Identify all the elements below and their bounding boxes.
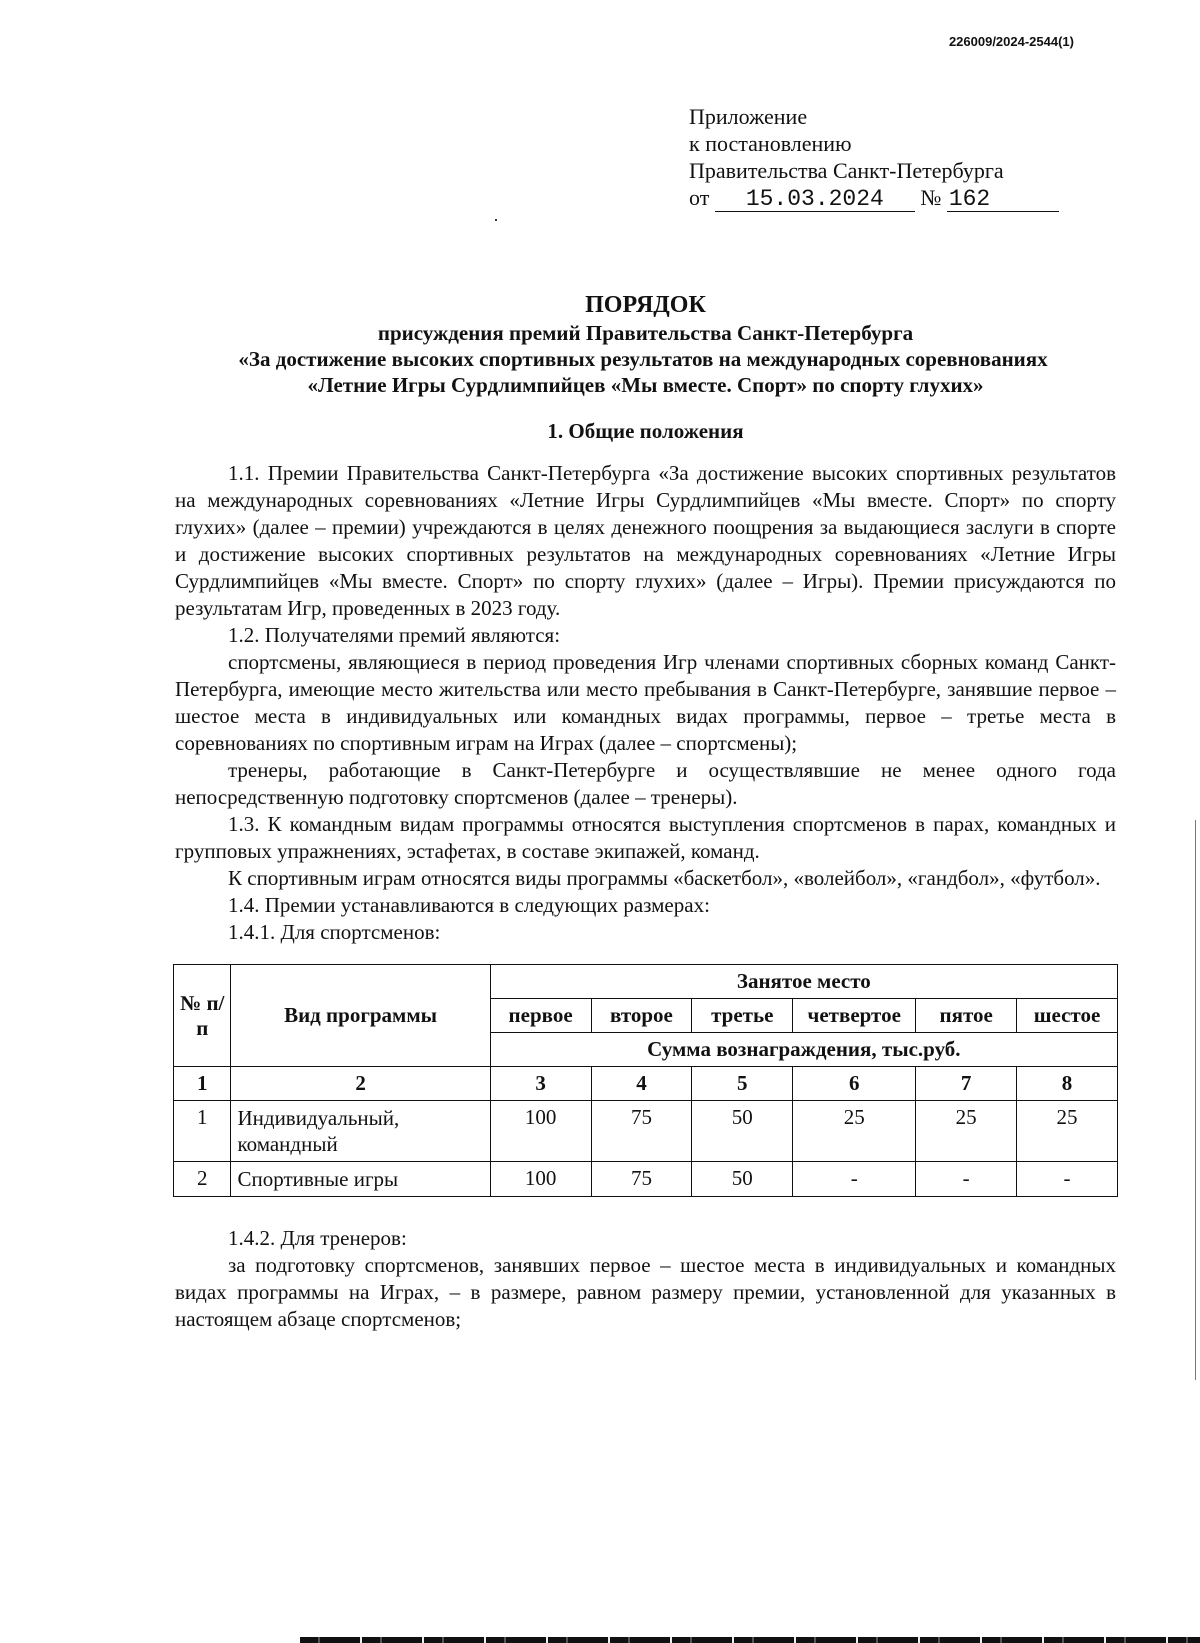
- section-heading: 1. Общие положения: [547, 419, 744, 443]
- column-number: 6: [793, 1067, 916, 1101]
- paragraph-1-2-coaches: тренеры, работающие в Санкт-Петербурге и осуществлявшие не менее одного года непосредственную подготовку спортсменов (далее – тренеры).: [175, 758, 1116, 809]
- document-subtitle-1: присуждения премий Правительства Санкт-Петербурга: [377, 321, 914, 345]
- document-title-block: [175, 290, 1116, 398]
- award-value: -: [793, 1162, 916, 1197]
- number-label: №: [920, 185, 942, 210]
- document-title: ПОРЯДОК: [585, 292, 706, 318]
- column-number: 4: [591, 1067, 692, 1101]
- row-number: 1: [174, 1101, 231, 1162]
- header-place-4: четвертое: [793, 999, 916, 1033]
- header-award-sum: Сумма вознаграждения, тыс.руб.: [490, 1033, 1117, 1067]
- header-place-3: третье: [692, 999, 793, 1033]
- award-value: 75: [591, 1101, 692, 1162]
- row-program-kind: Спортивные игры: [231, 1162, 490, 1197]
- table-row: [174, 1101, 1118, 1162]
- paragraph-1-2-athletes: спортсмены, являющиеся в период проведения Игр членами спортивных сборных команд Санкт-Петербурга, имеющие место жительства или место пребывания в Санкт-Петербурге, занявшие первое – шестое места в индивидуальных или командных видах программы, первое – третье места в соревнованиях по спортивным играм на Играх (далее – спортсмены);: [175, 650, 1116, 755]
- award-value: 25: [916, 1101, 1017, 1162]
- resolution-number: 162: [947, 187, 1059, 212]
- row-program-kind: Индивидуальный, командный: [231, 1101, 490, 1162]
- from-label: от: [689, 185, 710, 210]
- scan-speck: [495, 219, 497, 221]
- coaches-section: [175, 1225, 1116, 1333]
- award-value: 75: [591, 1162, 692, 1197]
- awards-table: [173, 964, 1118, 1197]
- attachment-date-line: [689, 184, 1059, 212]
- column-number: 1: [174, 1067, 231, 1101]
- award-value: 100: [490, 1162, 591, 1197]
- award-value: 50: [692, 1162, 793, 1197]
- header-place-5: пятое: [916, 999, 1017, 1033]
- document-content: [175, 290, 1116, 1333]
- column-number: 7: [916, 1067, 1017, 1101]
- column-number-row: [174, 1067, 1118, 1101]
- section-body: [175, 460, 1116, 946]
- award-value: 25: [793, 1101, 916, 1162]
- award-value: 100: [490, 1101, 591, 1162]
- column-number: 8: [1017, 1067, 1118, 1101]
- paragraph-1-3: 1.3. К командным видам программы относятся выступления спортсменов в парах, командных и групповых упражнениях, эстафетах, в составе экипажей, команд.: [175, 812, 1116, 863]
- award-value: -: [916, 1162, 1017, 1197]
- attachment-header: [689, 103, 1059, 212]
- attachment-line-1: Приложение: [689, 104, 808, 129]
- header-place-taken: Занятое место: [490, 965, 1117, 999]
- column-number: 3: [490, 1067, 591, 1101]
- attachment-line-2: к постановлению: [689, 131, 852, 156]
- scan-artifact-line: [1195, 820, 1196, 1380]
- paragraph-1-4-1: 1.4.1. Для спортсменов:: [228, 920, 441, 944]
- header-place-1: первое: [490, 999, 591, 1033]
- paragraph-1-4-2-a: за подготовку спортсменов, занявших первое – шестое места в индивидуальных и командных видах программы на Играх, – в размере, равном размеру премии, установленной для указанных в настоящем абзаце спортсменов;: [175, 1253, 1116, 1331]
- award-value: -: [1017, 1162, 1118, 1197]
- paragraph-1-1: 1.1. Премии Правительства Санкт-Петербурга «За достижение высоких спортивных результатов на международных соревнованиях «Летние Игры Сурдлимпийцев «Мы вместе. Спорт» по спорту глухих» (далее – премии) учреждаются в целях денежного поощрения за выдающиеся заслуги в спорте и достижение высоких спортивных результатов на международных соревнованиях «Летние Игры Сурдлимпийцев «Мы вместе. Спорт» по спорту глухих» (далее – Игры). Премии присуждаются по результатам Игр, проведенных в 2023 году.: [175, 461, 1116, 620]
- header-place-6: шестое: [1017, 999, 1118, 1033]
- column-number: 2: [231, 1067, 490, 1101]
- header-place-2: второе: [591, 999, 692, 1033]
- paragraph-1-4: 1.4. Премии устанавливаются в следующих размерах:: [228, 893, 710, 917]
- document-registration-number: 226009/2024-2544(1): [948, 34, 1074, 49]
- column-number: 5: [692, 1067, 793, 1101]
- header-program-kind: Вид программы: [231, 965, 490, 1067]
- document-subtitle-2: «За достижение высоких спортивных результатов на международных соревнованиях: [238, 347, 1048, 371]
- award-value: 25: [1017, 1101, 1118, 1162]
- paragraph-1-4-2: 1.4.2. Для тренеров:: [228, 1226, 407, 1250]
- table-row: [174, 1162, 1118, 1197]
- award-value: 50: [692, 1101, 793, 1162]
- paragraph-1-2: 1.2. Получателями премий являются:: [228, 623, 561, 647]
- header-number: № п/п: [174, 965, 231, 1067]
- attachment-line-3: Правительства Санкт-Петербурга: [689, 158, 1004, 183]
- document-subtitle-3: «Летние Игры Сурдлимпийцев «Мы вместе. Спорт» по спорту глухих»: [307, 373, 984, 397]
- scan-artifact-bottom: [300, 1637, 1200, 1643]
- row-number: 2: [174, 1162, 231, 1197]
- resolution-date: 15.03.2024: [715, 187, 915, 212]
- paragraph-1-3-games: К спортивным играм относятся виды программы «баскетбол», «волейбол», «гандбол», «футбол».: [228, 866, 1101, 890]
